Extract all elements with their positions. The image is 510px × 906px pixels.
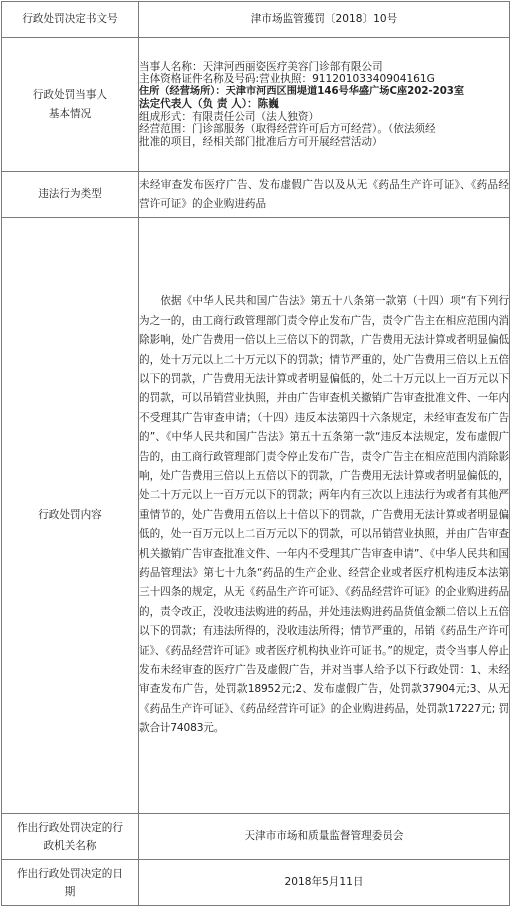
party-name: 当事人名称：天津河西丽姿医疗美容门诊部有限公司 — [139, 61, 383, 74]
date-label — [2, 860, 139, 906]
violation-type-cell — [139, 172, 510, 218]
row-party-info — [2, 38, 510, 172]
authority-value: 天津市市场和质量监督管理委员会 — [139, 814, 510, 860]
party-info-label-line2: 基本情况 — [48, 107, 92, 120]
party-license: 主体资格证件名称及号码:营业执照：91120103340904161G — [139, 73, 435, 86]
penalty-content-label: 行政处罚内容 — [2, 218, 139, 814]
party-scope-line1: 经营范围：门诊部服务（取得经营许可后方可经营）。（依法须经 — [139, 123, 436, 136]
date-label-line2: 期 — [64, 885, 76, 898]
row-doc-number — [2, 2, 510, 38]
authority-label-line1: 作出行政处罚决定的行 — [17, 821, 123, 834]
authority-label — [2, 814, 139, 860]
authority-label-line2: 政机关名称 — [43, 839, 97, 852]
date-value: 2018年5月11日 — [139, 860, 510, 906]
party-legal-rep: 法定代表人（负 责 人）：陈巍 — [139, 98, 279, 111]
violation-type-label: 违法行为类型 — [2, 172, 139, 218]
violation-type-value: 未经审查发布医疗广告、发布虚假广告以及从无《药品生产许可证》、《药品经营许可证》的企业购进药品 — [139, 178, 509, 210]
penalty-decision-table — [1, 1, 510, 906]
date-label-line1: 作出行政处罚决定的日 — [17, 867, 123, 880]
party-scope-line2: 批准的项目，经相关部门批准后方可开展经营活动） — [139, 135, 383, 148]
doc-number-label: 行政处罚决定书文号 — [2, 2, 139, 38]
party-org-form: 组成形式：有限责任公司（法人独资） — [139, 110, 320, 123]
party-info-label-line1: 行政处罚当事人 — [32, 88, 108, 101]
doc-number-value: 津市场监管獲罚〔2018〕10号 — [139, 2, 510, 38]
row-violation-type — [2, 172, 510, 218]
party-info-value — [139, 38, 510, 172]
penalty-content-value: 依据《中华人民共和国广告法》第五十八条第一款第（十四）项“有下列行为之一的，由工商行政管理部门责令停止发布广告，责令广告主在相应范围内消除影响，处广告费用一倍以上三倍以下的罚款，广告费用无法计算或者明显偏低的，处十万元以上二十万元以下的罚款；情节严重的，处广告费用三倍以上五倍以下的罚款，广告费用无法计算或者明显偏低的，处二十万元以上一百万元以下的罚款，可以吊销营业执照，并由广告审查机关撤销广告审查批准文件、一年内不受理其广告审查申请；（十四）违反本法第四十六条规定，未经审查发布广告的”、《中华人民共和国广告法》第五十五条第一款“违反本法规定，发布虚假广告的，由工商行政管理部门责令停止发布广告，责令广告主在相应范围内消除影响，处广告费用三倍以上五倍以下的罚款，广告费用无法计算或者明显偏低的，处二十万元以上一百万元以下的罚款；两年内有三次以上违法行为或者有其他严重情节的，处广告费用五倍以上十倍以下的罚款，广告费用无法计算或者明显偏低的，处一百万元以上二百万元以下的罚款，可以吊销营业执照，并由广告审查机关撤销广告审查批准文件、一年内不受理其广告审查申请”、《中华人民共和国药品管理法》第七十九条“药品的生产企业、经营企业或者医疗机构违反本法第三十四条的规定，从无《药品生产许可证》、《药品经营许可证》的企业购进药品的，责令改正，没收违法购进的药品，并处违法购进药品货值金额二倍以上五倍以下的罚款；有违法所得的，没收违法所得；情节严重的，吊销《药品生产许可证》、《药品经营许可证》或者医疗机构执业许可证书。”的规定，责令当事人停止发布未经审查的医疗广告及虚假广告，并对当事人给予以下行政处罚：1、未经审查发布广告，处罚款18952元;2、发布虚假广告，处罚款37904元;3、从无《药品生产许可证》、《药品经营许可证》的企业购进药品，处罚款17227元; 罚款合计74083元。 — [139, 295, 509, 735]
row-date — [2, 860, 510, 906]
penalty-content-cell — [139, 218, 510, 814]
party-address: 住所（经营场所）：天津市河西区围堤道146号华盛广场C座202-203室 — [139, 85, 465, 97]
party-info-label — [2, 38, 139, 172]
row-penalty-content — [2, 218, 510, 814]
row-authority — [2, 814, 510, 860]
